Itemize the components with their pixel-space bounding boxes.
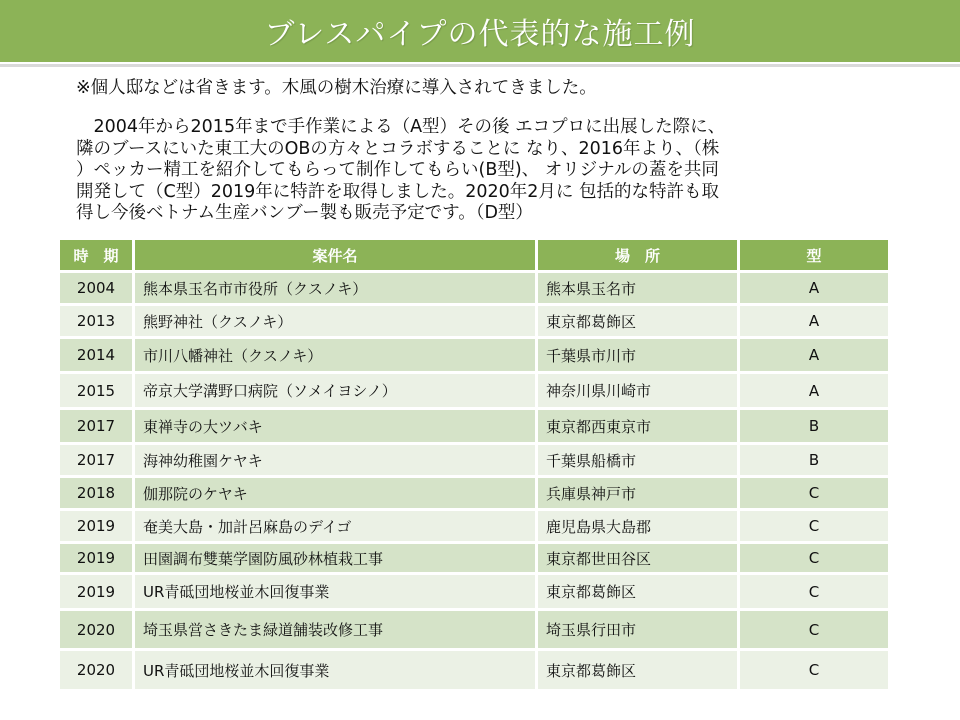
header-location: 場 所 [538, 240, 740, 273]
paragraph-line: 隣のブースにいた東工大のOBの方々とコラボすることに なり、2016年より、（株 [76, 138, 720, 159]
cell-project-name: 海神幼稚園ケヤキ [135, 445, 538, 478]
table-row [60, 478, 888, 511]
cell-location: 東京都葛飾区 [538, 575, 740, 611]
cell-type: C [740, 478, 888, 511]
paragraph-line: 2004年から2015年まで手作業による（A型）その後 エコプロに出展した際に、 [76, 117, 726, 137]
table-row [60, 575, 888, 611]
cell-year: 2017 [60, 410, 135, 445]
paragraph-line: 開発して（C型）2019年に特許を取得しました。2020年2月に 包括的な特許も取 [76, 181, 719, 202]
projects-table [60, 240, 888, 692]
table-row [60, 611, 888, 651]
cell-year: 2020 [60, 651, 135, 692]
cell-type: C [740, 511, 888, 544]
cell-type: A [740, 273, 888, 306]
cell-year: 2015 [60, 374, 135, 410]
header-project-name: 案件名 [135, 240, 538, 273]
cell-project-name: 埼玉県営さきたま緑道舗装改修工事 [135, 611, 538, 651]
cell-project-name: UR青砥団地桜並木回復事業 [135, 651, 538, 692]
table-row [60, 339, 888, 374]
projects-table-container [60, 240, 888, 692]
cell-location: 東京都世田谷区 [538, 544, 740, 575]
table-row [60, 306, 888, 339]
table-body [60, 273, 888, 692]
table-header-row [60, 240, 888, 273]
table-row [60, 511, 888, 544]
cell-project-name: UR青砥団地桜並木回復事業 [135, 575, 538, 611]
cell-location: 千葉県船橋市 [538, 445, 740, 478]
table-row [60, 273, 888, 306]
table-row [60, 374, 888, 410]
cell-location: 兵庫県神戸市 [538, 478, 740, 511]
cell-location: 埼玉県行田市 [538, 611, 740, 651]
cell-project-name: 市川八幡神社（クスノキ） [135, 339, 538, 374]
header-period: 時 期 [60, 240, 135, 273]
table-row [60, 445, 888, 478]
cell-year: 2013 [60, 306, 135, 339]
cell-type: B [740, 445, 888, 478]
cell-project-name: 東禅寺の大ツバキ [135, 410, 538, 445]
cell-location: 東京都葛飾区 [538, 306, 740, 339]
cell-year: 2020 [60, 611, 135, 651]
cell-year: 2019 [60, 575, 135, 611]
cell-project-name: 熊野神社（クスノキ） [135, 306, 538, 339]
cell-year: 2018 [60, 478, 135, 511]
cell-project-name: 田園調布雙葉学園防風砂林植栽工事 [135, 544, 538, 575]
cell-type: C [740, 611, 888, 651]
cell-location: 千葉県市川市 [538, 339, 740, 374]
cell-type: B [740, 410, 888, 445]
title-divider [0, 64, 960, 67]
cell-project-name: 熊本県玉名市市役所（クスノキ） [135, 273, 538, 306]
cell-type: C [740, 575, 888, 611]
title-bar [0, 0, 960, 62]
table-row [60, 410, 888, 445]
cell-type: C [740, 544, 888, 575]
paragraph-line: ）ペッカー精工を紹介してもらって制作してもらい(B型)、 オリジナルの蓋を共同 [76, 160, 719, 180]
description-paragraph [76, 117, 876, 225]
cell-type: C [740, 651, 888, 692]
cell-type: A [740, 374, 888, 410]
cell-year: 2019 [60, 511, 135, 544]
table-row [60, 651, 888, 692]
cell-project-name: 伽那院のケヤキ [135, 478, 538, 511]
table-row [60, 544, 888, 575]
cell-type: A [740, 306, 888, 339]
paragraph-line: 得し今後ベトナム生産バンブー製も販売予定です。（D型） [76, 203, 533, 223]
cell-year: 2019 [60, 544, 135, 575]
cell-location: 鹿児島県大島郡 [538, 511, 740, 544]
cell-location: 東京都西東京市 [538, 410, 740, 445]
cell-project-name: 帝京大学溝野口病院（ソメイヨシノ） [135, 374, 538, 410]
slide-title: ブレスパイプの代表的な施工例 [264, 17, 696, 52]
header-type: 型 [740, 240, 888, 273]
cell-year: 2017 [60, 445, 135, 478]
cell-project-name: 奄美大島・加計呂麻島のデイゴ [135, 511, 538, 544]
cell-year: 2004 [60, 273, 135, 306]
note-text: ※個人邸などは省きます。木風の樹木治療に導入されてきました。 [76, 78, 597, 98]
cell-location: 熊本県玉名市 [538, 273, 740, 306]
cell-year: 2014 [60, 339, 135, 374]
cell-type: A [740, 339, 888, 374]
cell-location: 東京都葛飾区 [538, 651, 740, 692]
cell-location: 神奈川県川崎市 [538, 374, 740, 410]
